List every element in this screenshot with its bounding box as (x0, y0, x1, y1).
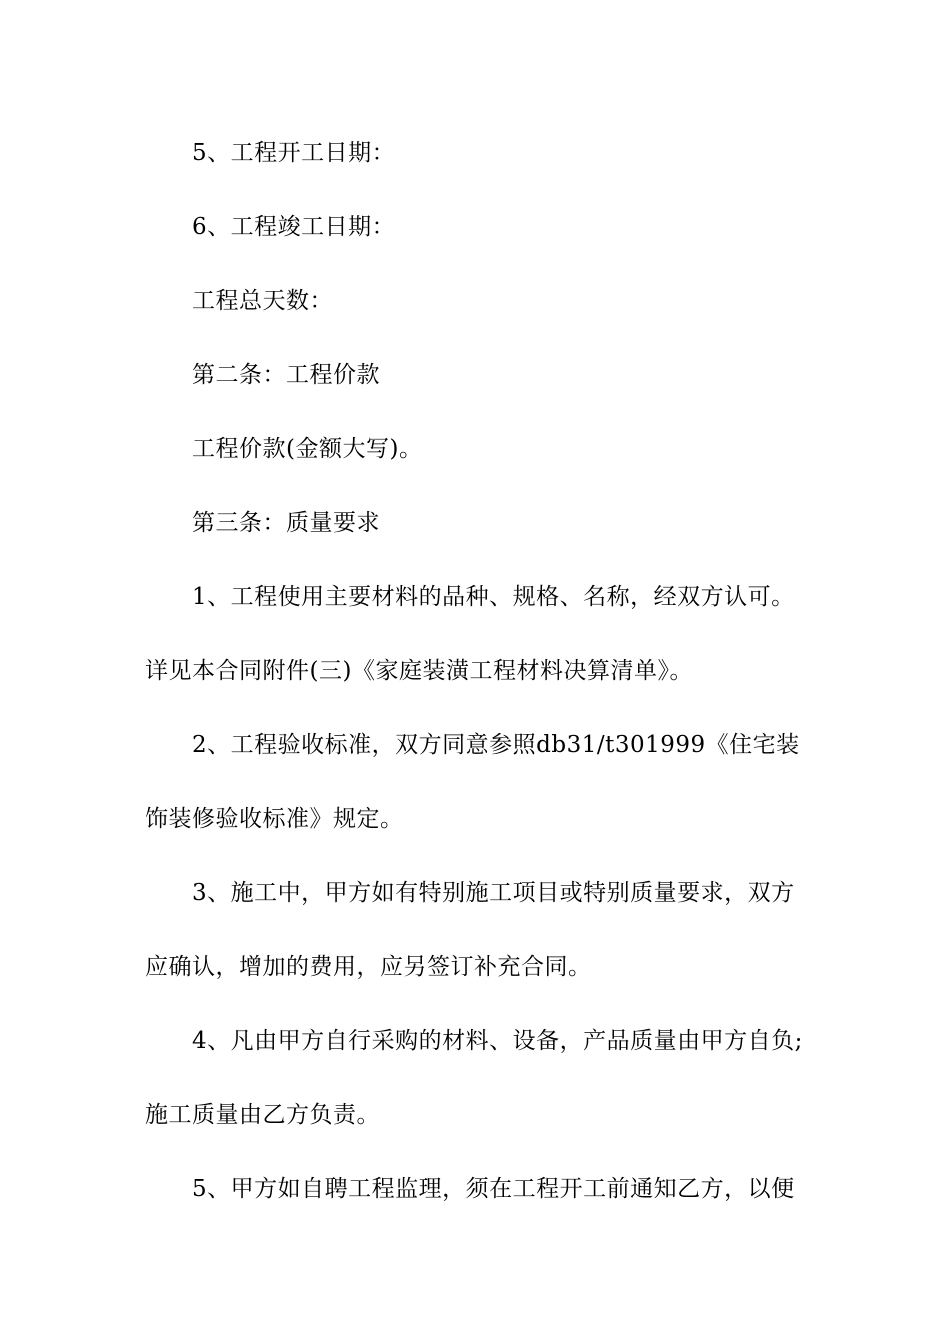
quality-item-1-line-1: 1、工程使用主要材料的品种、规格、名称，经双方认可。 (192, 584, 795, 610)
quality-item-4-line-1: 4、凡由甲方自行采购的材料、设备，产品质量由甲方自负; (192, 1028, 803, 1054)
quality-item-5-line-1: 5、甲方如自聘工程监理，须在工程开工前通知乙方，以便 (192, 1176, 795, 1202)
price-amount-text: 工程价款(金额大写)。 (192, 436, 423, 462)
quality-item-2-line-1: 2、工程验收标准，双方同意参照db31/t301999《住宅装 (192, 732, 800, 758)
section-heading-quality: 第三条：质量要求 (192, 510, 380, 536)
quality-item-2-line-2: 饰装修验收标准》规定。 (145, 806, 404, 832)
quality-item-3-line-2: 应确认，增加的费用，应另签订补充合同。 (145, 954, 592, 980)
item-completion-date: 6、工程竣工日期： (192, 214, 396, 240)
total-days: 工程总天数： (192, 288, 333, 314)
quality-item-1-line-2: 详见本合同附件(三)《家庭装潢工程材料决算清单》。 (145, 658, 693, 684)
section-heading-price: 第二条：工程价款 (192, 362, 380, 388)
item-start-date: 5、工程开工日期： (192, 140, 396, 166)
quality-item-3-line-1: 3、施工中，甲方如有特别施工项目或特别质量要求，双方 (192, 880, 795, 906)
quality-item-4-line-2: 施工质量由乙方负责。 (145, 1102, 380, 1128)
